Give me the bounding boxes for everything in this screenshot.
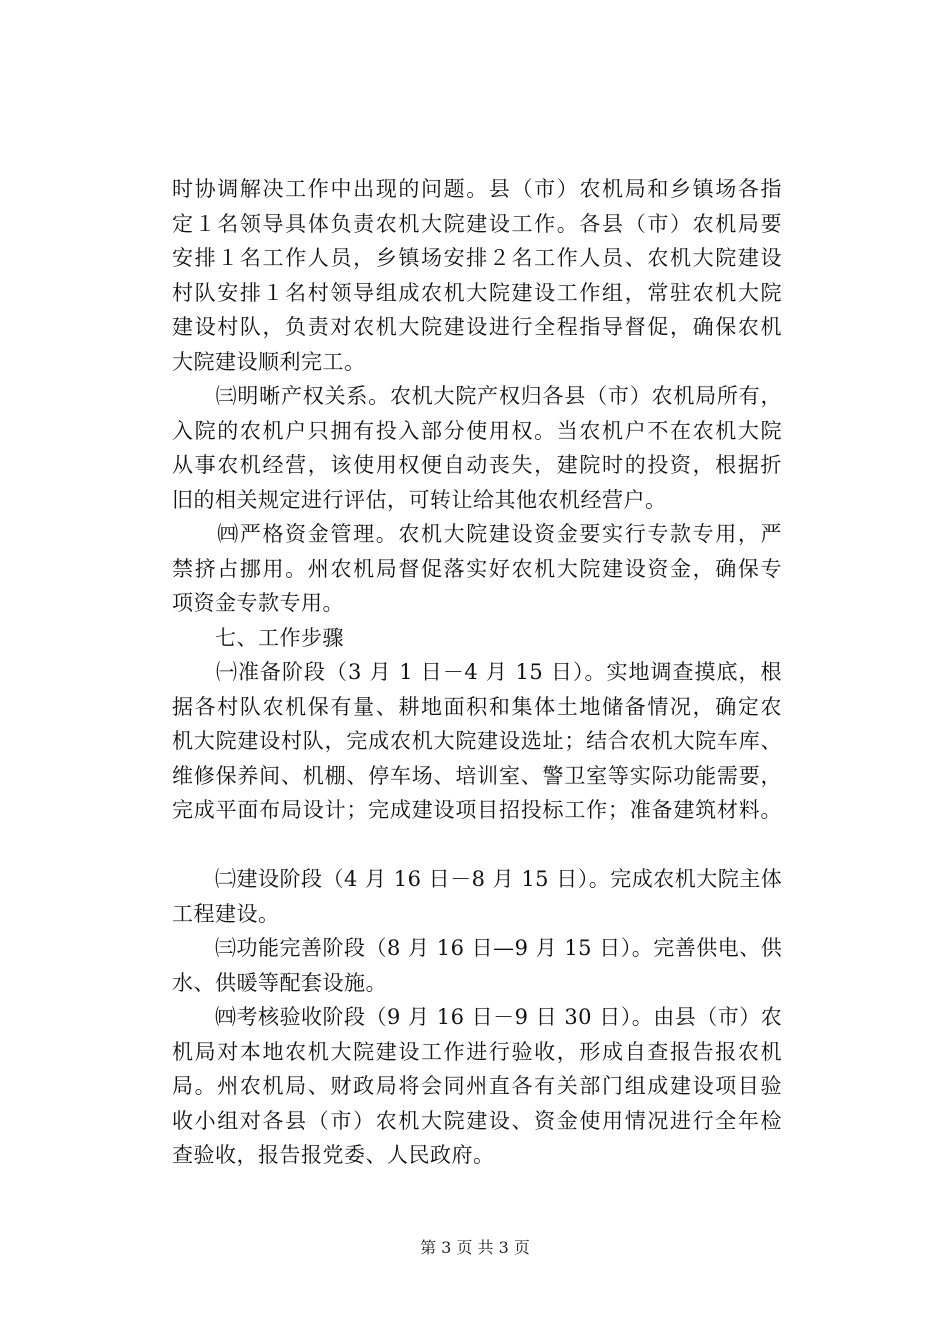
text-line: 从事农机经营，该使用权便自动丧失，建院时的投资，根据折 [172, 453, 782, 477]
document-body [172, 172, 782, 1173]
text-line: 项资金专款专用。 [172, 591, 344, 615]
text-line: 水、供暖等配套设施。 [172, 970, 387, 995]
text-line: 建设村队，负责对农机大院建设进行全程指导督促，确保农机 [172, 315, 782, 339]
page-footer: 第 3 页 共 3 页 [420, 1238, 530, 1257]
text-line: 查验收，报告报党委、人民政府。 [172, 1143, 495, 1167]
text-line: 禁挤占挪用。州农机局督促落实好农机大院建设资金，确保专 [172, 556, 782, 581]
text-line: 入院的农机户只拥有投入部分使用权。当农机户不在农机大院 [172, 418, 782, 443]
text-line: 时协调解决工作中出现的问题。县（市）农机局和乡镇场各指 [172, 177, 782, 201]
section-heading: 七、工作步骤 [172, 625, 344, 650]
text-line: 旧的相关规定进行评估，可转让给其他农机经营户。 [172, 487, 667, 512]
text-line: 收小组对各县（市）农机大院建设、资金使用情况进行全年检 [172, 1108, 782, 1133]
text-line: 村队安排１名村领导组成农机大院建设工作组，常驻农机大院 [172, 280, 782, 305]
text-line: 维修保养间、机棚、停车场、培训室、警卫室等实际功能需要， [172, 763, 782, 788]
text-line: 定１名领导具体负责农机大院建设工作。各县（市）农机局要 [172, 211, 782, 236]
text-line: ㈡建设阶段（4 月 16 日－8 月 15 日）。完成农机大院主体 [172, 867, 783, 891]
text-line: ㈣考核验收阶段（9 月 16 日－9 日 30 日）。由县（市）农 [172, 1005, 783, 1029]
text-line: ㈢功能完善阶段（8 月 16 日—9 月 15 日）。完善供电、供 [172, 936, 783, 960]
text-line: 工程建设。 [172, 901, 280, 926]
text-line: 大院建设顺利完工。 [172, 349, 366, 374]
text-line: ㈢明晰产权关系。农机大院产权归各县（市）农机局所有， [172, 384, 782, 408]
text-line: 机大院建设村队，完成农机大院建设选址；结合农机大院车库、 [172, 729, 782, 753]
text-line: ㈠准备阶段（3 月 1 日－4 月 15 日）。实地调查摸底，根 [172, 660, 782, 684]
text-line: 安排１名工作人员，乡镇场安排２名工作人员、农机大院建设 [172, 246, 782, 270]
text-line: 局。州农机局、财政局将会同州直各有关部门组成建设项目验 [172, 1074, 782, 1098]
text-line: ㈣严格资金管理。农机大院建设资金要实行专款专用，严 [172, 522, 782, 546]
text-line: 完成平面布局设计；完成建设项目招投标工作；准备建筑材料。 [172, 798, 782, 822]
blank-line [172, 828, 782, 863]
text-line: 据各村队农机保有量、耕地面积和集体土地储备情况，确定农 [172, 694, 782, 719]
text-line: 机局对本地农机大院建设工作进行验收，形成自查报告报农机 [172, 1039, 782, 1064]
